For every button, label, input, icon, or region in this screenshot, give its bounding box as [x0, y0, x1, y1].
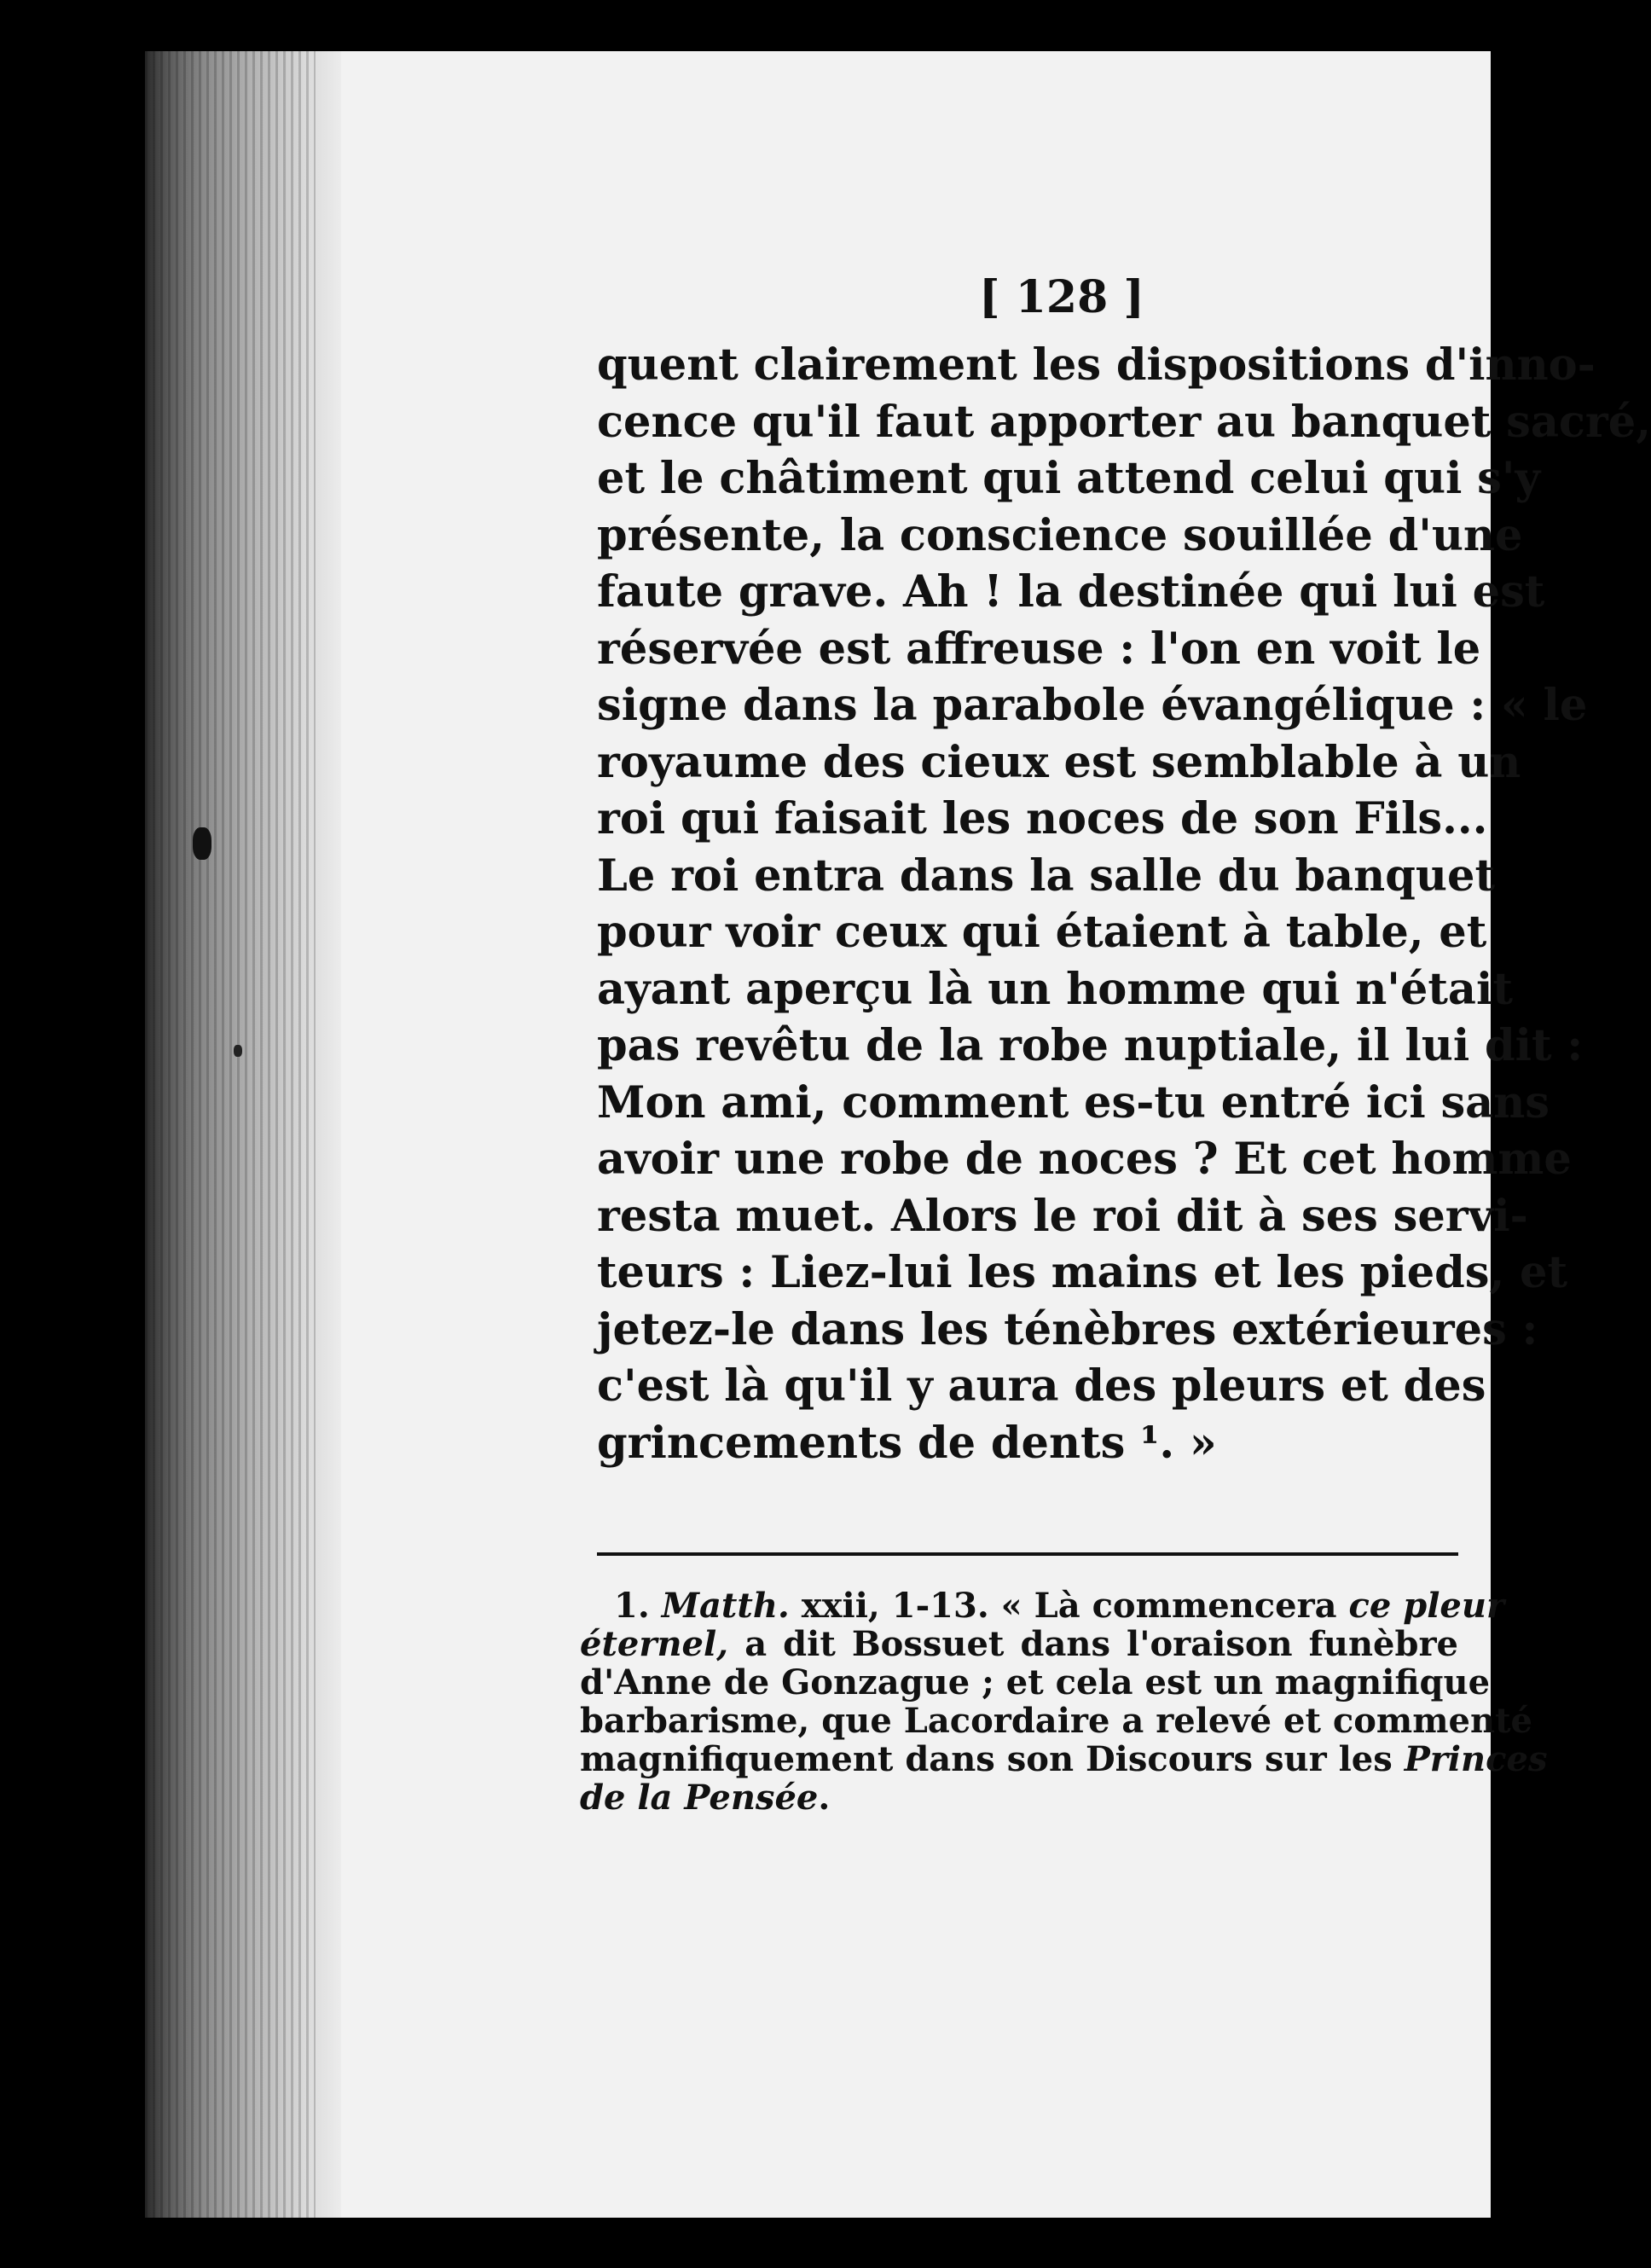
text-line: Le roi entra dans la salle du banquet [597, 850, 1495, 902]
footnote-text: a dit Bossuet dans l'oraison funèbre [744, 1624, 1458, 1664]
page-number: [ 128 ] [979, 271, 1144, 323]
text-line: resta muet. Alors le roi dit à ses servi- [597, 1190, 1528, 1242]
text-line: quent clairement les dispositions d'inno- [597, 339, 1596, 391]
footnote-text: xxii, 1-13. « Là commencera [801, 1586, 1337, 1626]
binding-edge [145, 51, 316, 2218]
text-line: pas revêtu de la robe nuptiale, il lui dit : [597, 1020, 1584, 1071]
footnote-text: magnifiquement dans son Discours sur les [580, 1739, 1393, 1779]
text-line: et le châtiment qui attend celui qui s'y [597, 453, 1541, 504]
footnote-number: 1. [614, 1586, 650, 1626]
footnote-line: barbarisme, que Lacordaire a relevé et commenté [580, 1701, 1532, 1741]
text-line: cence qu'il faut apporter au banquet sacré, [597, 396, 1651, 448]
text-line: Mon ami, comment es-tu entré ici sans [597, 1076, 1550, 1128]
ink-blot [193, 827, 211, 860]
footnote [580, 1586, 1548, 1818]
footnote-line [580, 1625, 1458, 1663]
text-line: pour voir ceux qui étaient à table, et [597, 907, 1487, 958]
text-line: réservée est affreuse : l'on en voit le [597, 623, 1481, 675]
footnote-divider [597, 1552, 1458, 1556]
ink-speck [234, 1045, 242, 1057]
footnote-italic: Princes [1404, 1739, 1548, 1779]
text-line: présente, la conscience souillée d'une [597, 509, 1523, 561]
text-line: roi qui faisait les noces de son Fils... [597, 793, 1488, 844]
text-line: teurs : Liez-lui les mains et les pieds, et [597, 1247, 1568, 1298]
text-line: signe dans la parabole évangélique : « le [597, 680, 1588, 731]
footnote-text: . [818, 1778, 831, 1818]
text-line: royaume des cieux est semblable à un [597, 736, 1521, 788]
footnote-line [580, 1739, 1548, 1779]
footnote-italic: ce pleur [1348, 1586, 1505, 1626]
text-line: jetez-le dans les ténèbres extérieures : [597, 1303, 1538, 1355]
text-line: ayant aperçu là un homme qui n'était [597, 963, 1513, 1015]
text-line: c'est là qu'il y aura des pleurs et des [597, 1360, 1486, 1412]
footnote-line: d'Anne de Gonzague ; et cela est un magnifique [580, 1662, 1491, 1702]
footnote-italic: éternel, [580, 1624, 729, 1664]
text-line: faute grave. Ah ! la destinée qui lui est [597, 566, 1545, 618]
footnote-italic: de la Pensée [580, 1778, 819, 1818]
footnote-line [580, 1778, 1458, 1817]
text-line: grincements de dents ¹. » [597, 1417, 1217, 1469]
body-text [597, 337, 1651, 1471]
footnote-reference: Matth. [661, 1586, 790, 1626]
text-line: avoir une robe de noces ? Et cet homme [597, 1134, 1572, 1185]
footnote-line [580, 1586, 1505, 1626]
